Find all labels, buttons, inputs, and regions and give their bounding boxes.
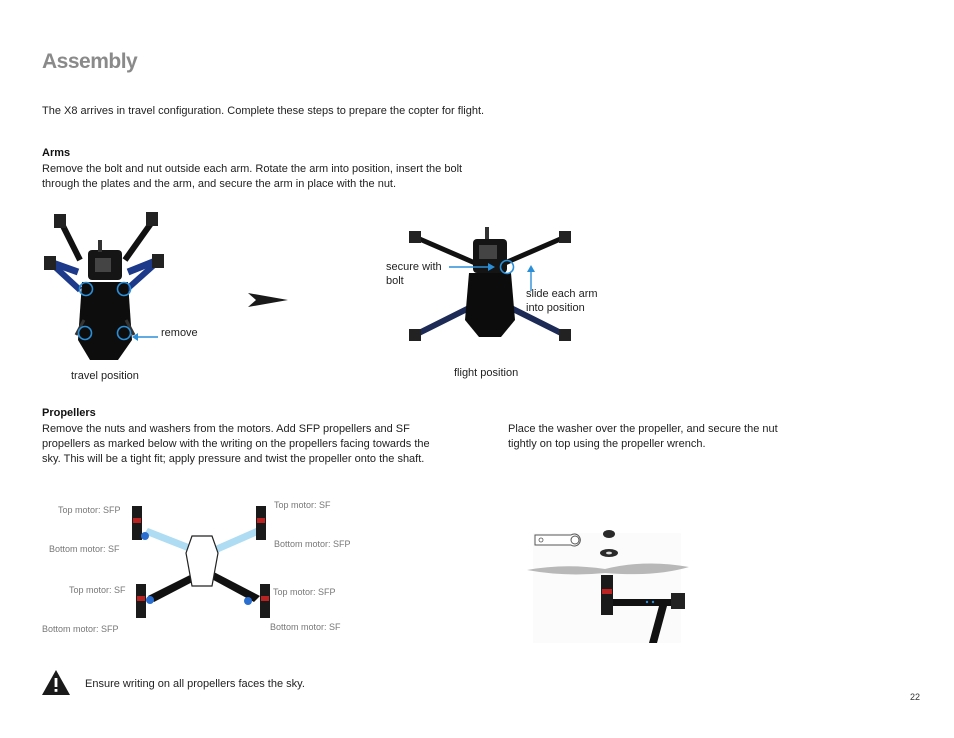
label-rear-right-top: Top motor: SFP [273, 587, 336, 597]
intro-text: The X8 arrives in travel configuration. Complete these steps to prepare the copter for flight. [42, 105, 485, 117]
label-front-right-top: Top motor: SF [274, 500, 331, 510]
arms-text: Remove the bolt and nut outside each arm. Rotate the arm into position, insert the bolt through the plates and the arm, and secure the arm in place with the nut. [42, 163, 463, 190]
caption-travel-position: travel position [71, 370, 139, 382]
propellers-text-right: Place the washer over the propeller, and secure the nut tightly on top using the propeller wrench. [508, 423, 778, 450]
callout-slide-line1: slide each arm [526, 288, 598, 300]
warning-icon [42, 670, 70, 695]
label-rear-left-top: Top motor: SF [69, 585, 126, 595]
propellers-heading: Propellers [42, 407, 96, 419]
callout-secure-line2: bolt [386, 275, 404, 287]
label-front-left-top: Top motor: SFP [58, 505, 121, 515]
propellers-text: Remove the nuts and washers from the motors. Add SFP propellers and SF propellers as marked below with the writing on the propellers facing towards the sky. This will be a tight fit; apply pressure and twist the propeller onto the shaft. [42, 423, 430, 465]
label-rear-left-bottom: Bottom motor: SFP [42, 624, 119, 634]
page-title: Assembly [42, 50, 138, 73]
callout-secure-line1: secure with [386, 261, 442, 273]
propeller-layout-diagram [120, 498, 280, 626]
label-rear-right-bottom: Bottom motor: SF [270, 622, 341, 632]
propeller-mounting-illustration [525, 525, 695, 647]
page-number: 22 [910, 692, 921, 702]
callout-remove: remove [161, 327, 198, 339]
arrow-right-icon [248, 291, 292, 309]
arms-heading: Arms [42, 147, 71, 159]
warning-text: Ensure writing on all propellers faces the sky. [85, 678, 305, 690]
label-front-left-bottom: Bottom motor: SF [49, 544, 120, 554]
label-front-right-bottom: Bottom motor: SFP [274, 539, 351, 549]
callout-slide-arm [526, 287, 598, 315]
callout-slide-line2: into position [526, 302, 585, 314]
callout-secure-with-bolt [386, 260, 442, 288]
travel-position-illustration [40, 210, 180, 370]
caption-flight-position: flight position [454, 367, 519, 379]
